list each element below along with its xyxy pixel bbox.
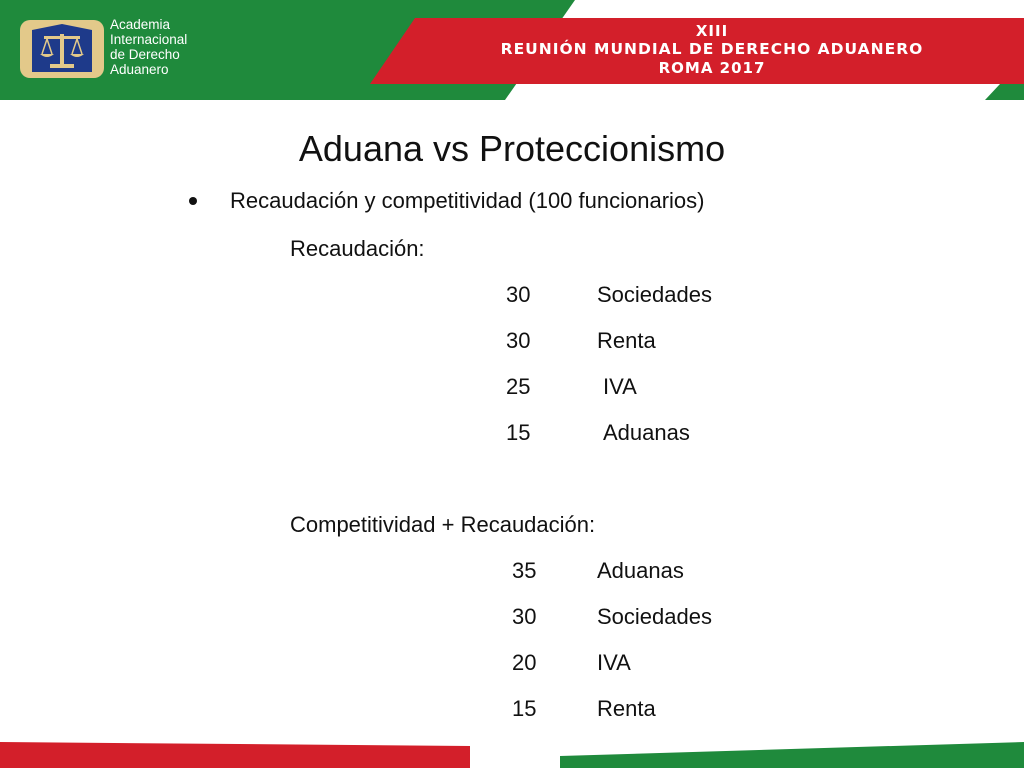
competitividad-value: 35 — [512, 558, 537, 583]
scales-of-justice-icon — [20, 20, 104, 78]
recaudacion-label: Sociedades — [597, 282, 712, 307]
competitividad-label: Aduanas — [597, 558, 684, 583]
section-heading-recaudacion: Recaudación: — [290, 236, 425, 261]
academy-line-3: de Derecho — [110, 47, 180, 62]
recaudacion-label: Aduanas — [603, 420, 690, 445]
recaudacion-label: IVA — [603, 374, 637, 399]
competitividad-label: IVA — [597, 650, 631, 675]
footer-band — [0, 728, 1024, 768]
recaudacion-label: Renta — [597, 328, 656, 353]
competitividad-label: Renta — [597, 696, 656, 721]
slide-title: Aduana vs Proteccionismo — [298, 128, 726, 169]
event-name: REUNIÓN MUNDIAL DE DERECHO ADUANERO — [500, 40, 924, 58]
header-banner — [0, 0, 1024, 100]
section-heading-competitividad: Competitividad + Recaudación: — [290, 512, 596, 537]
recaudacion-value: 25 — [506, 374, 531, 399]
academy-line-2: Internacional — [110, 32, 188, 47]
recaudacion-value: 30 — [506, 282, 531, 307]
recaudacion-value: 30 — [506, 328, 531, 353]
event-edition: XIII — [695, 22, 729, 40]
bullet-text: Recaudación y competitividad (100 funcionarios) — [230, 188, 705, 213]
competitividad-value: 20 — [512, 650, 537, 675]
footer-stripes — [0, 728, 1024, 768]
academy-logo — [20, 20, 104, 78]
competitividad-value: 30 — [512, 604, 537, 629]
bullet-item — [185, 188, 704, 214]
academy-name — [110, 17, 187, 77]
academy-line-1: Academia — [110, 17, 171, 32]
recaudacion-value: 15 — [506, 420, 531, 445]
event-location: ROMA 2017 — [658, 59, 766, 77]
competitividad-label: Sociedades — [597, 604, 712, 629]
bullet-icon — [189, 197, 197, 205]
academy-line-4: Aduanero — [110, 62, 169, 77]
competitividad-value: 15 — [512, 696, 537, 721]
